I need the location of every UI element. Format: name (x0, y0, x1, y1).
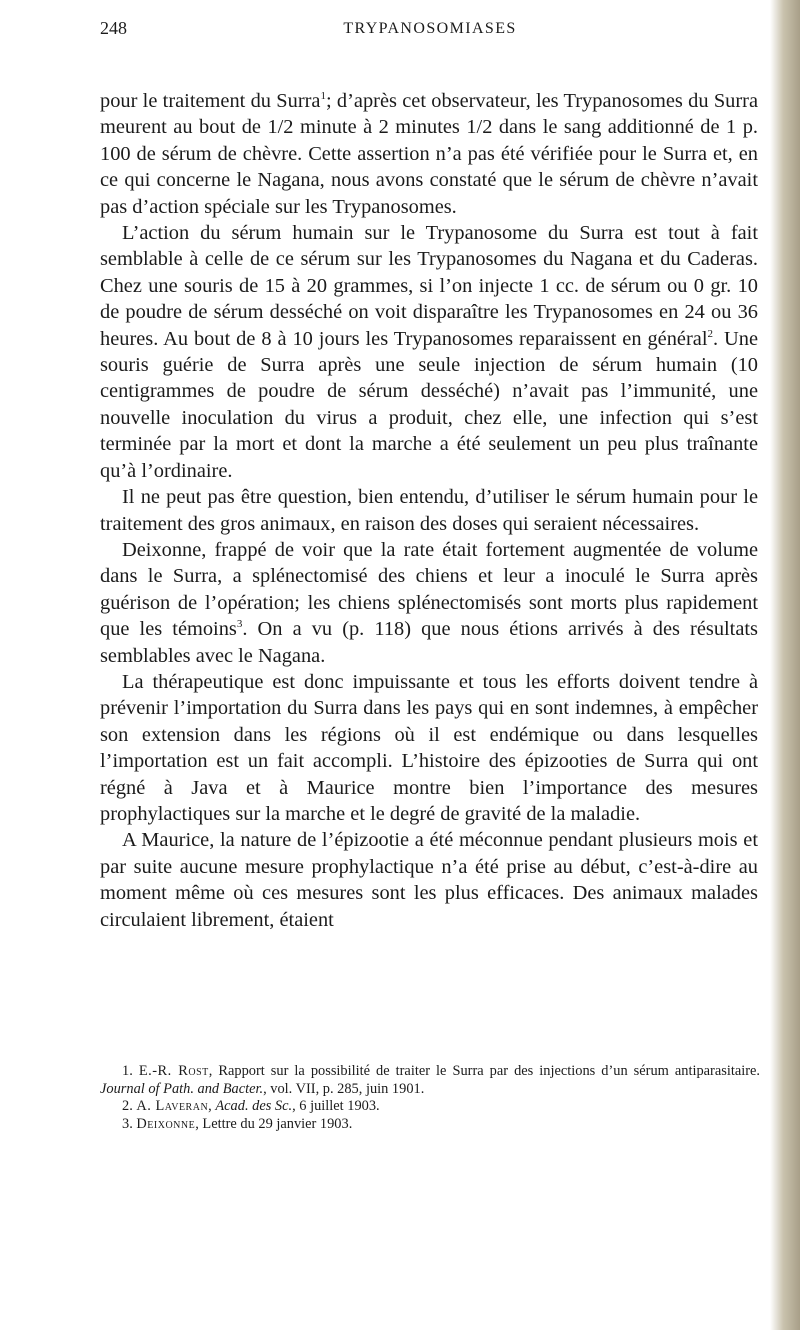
footnote-journal: Acad. des Sc. (215, 1098, 293, 1115)
footnote-ref: 1 (320, 90, 326, 103)
page-edge-shadow (770, 0, 800, 1330)
paragraph (100, 220, 758, 484)
footnote (100, 1116, 760, 1134)
paragraph-text: Il ne peut pas être question, bien entendu, d’utiliser le sérum humain pour le traitement des gros animaux, en raison des doses qui seraient nécessaires. (100, 486, 758, 535)
paragraph-text: . Une souris guérie de Surra après une seule injection de sérum humain (10 centigrammes de poudre de sérum desséché) n’avait pas l’immunité, une nouvelle inoculation du virus a produit, chez elle, une infection qui s’est terminée par la mort et dont la marche a été seulement un peu plus traînante qu’à l’ordinaire. (100, 327, 758, 482)
body-text (100, 88, 758, 933)
footnote-text: , vol. VII, p. 285, juin 1901. (263, 1080, 425, 1097)
footnote-text: , (208, 1098, 216, 1115)
footnotes (100, 1063, 760, 1133)
footnote-author: Deixonne (136, 1115, 196, 1132)
footnote-number: 1. (122, 1063, 133, 1079)
footnote-number: 3. (122, 1115, 133, 1132)
footnote-author: E.-R. Rost (138, 1063, 209, 1079)
paragraph (100, 669, 758, 827)
paragraph-text: L’action du sérum humain sur le Trypanosome du Surra est tout à fait semblable à celle de ce sérum sur les Trypanosomes du Nagana et du Caderas. Chez une souris de 15 à 20 grammes, si l’on injecte 1 cc. de sérum ou 0 gr. 10 de poudre de sérum desséché on voit disparaître les Trypanosomes en 24 ou 36 heures. Au bout de 8 à 10 jours les Trypanosomes reparaissent en général (100, 222, 758, 350)
paragraph-text: ; d’après cet observateur, les Trypanosomes du Surra meurent au bout de 1/2 minute à 2 minutes 1/2 dans le sang additionné de 1 p. 100 de sérum de chèvre. Cette assertion n’a pas été vérifiée pour le Surra et, en ce qui concerne le Nagana, nous avons constaté que le sérum de chèvre n’avait pas d’action spéciale sur les Trypanosomes. (100, 90, 758, 218)
footnote (100, 1063, 760, 1098)
footnote-number: 2. (122, 1098, 133, 1115)
paragraph (100, 88, 758, 220)
paragraph-text: La thérapeutique est donc impuissante et tous les efforts doivent tendre à prévenir l’importation du Surra dans les pays qui en sont indemnes, à empêcher son extension dans les régions où il est endémique ou dans lesquelles l’importation est un fait accompli. L’histoire des épizooties de Surra qui ont régné à Java et à Maurice montre bien l’importance des mesures prophylactiques sur la marche et le degré de gravité de la maladie. (100, 670, 758, 825)
footnote-journal: Journal of Path. and Bacter. (100, 1080, 264, 1097)
footnote-text: , Lettre du 29 janvier 1903. (195, 1115, 353, 1132)
paragraph (100, 537, 758, 669)
paragraph-text: A Maurice, la nature de l’épizootie a été méconnue pendant plusieurs mois et par suite aucune mesure prophylactique n’a été prise au début, c’est-à-dire au moment même où ces mesures sont les plus efficaces. Des animaux malades circulaient librement, étaient (100, 829, 758, 931)
footnote-ref: 2 (707, 327, 713, 340)
paragraph-text: Deixonne, frappé de voir que la rate était fortement augmentée de volume dans le Surra, a splénectomisé des chiens et leur a inoculé le Surra après guérison de l’opération; les chiens splénectomisés sont morts plus rapidement que les témoins (100, 538, 758, 641)
paragraph-text: . On a vu (p. 118) que nous étions arrivés à des résultats semblables avec le Nagana. (100, 618, 758, 667)
page-number: 248 (100, 18, 127, 38)
paragraph (100, 484, 758, 537)
footnote-ref: 3 (236, 618, 243, 631)
footnote-text: , 6 juillet 1903. (292, 1098, 380, 1115)
footnote (100, 1098, 760, 1116)
page-header (100, 18, 760, 44)
running-title: TRYPANOSOMIASES (343, 20, 517, 37)
footnote-text: , Rapport sur la possibilité de traiter le Surra par des injections d’un sérum antiparasitaire. (208, 1063, 760, 1079)
paragraph (100, 827, 758, 933)
paragraph-text: pour le traitement du Surra (100, 90, 321, 112)
footnote-author: A. Laveran (136, 1098, 209, 1115)
